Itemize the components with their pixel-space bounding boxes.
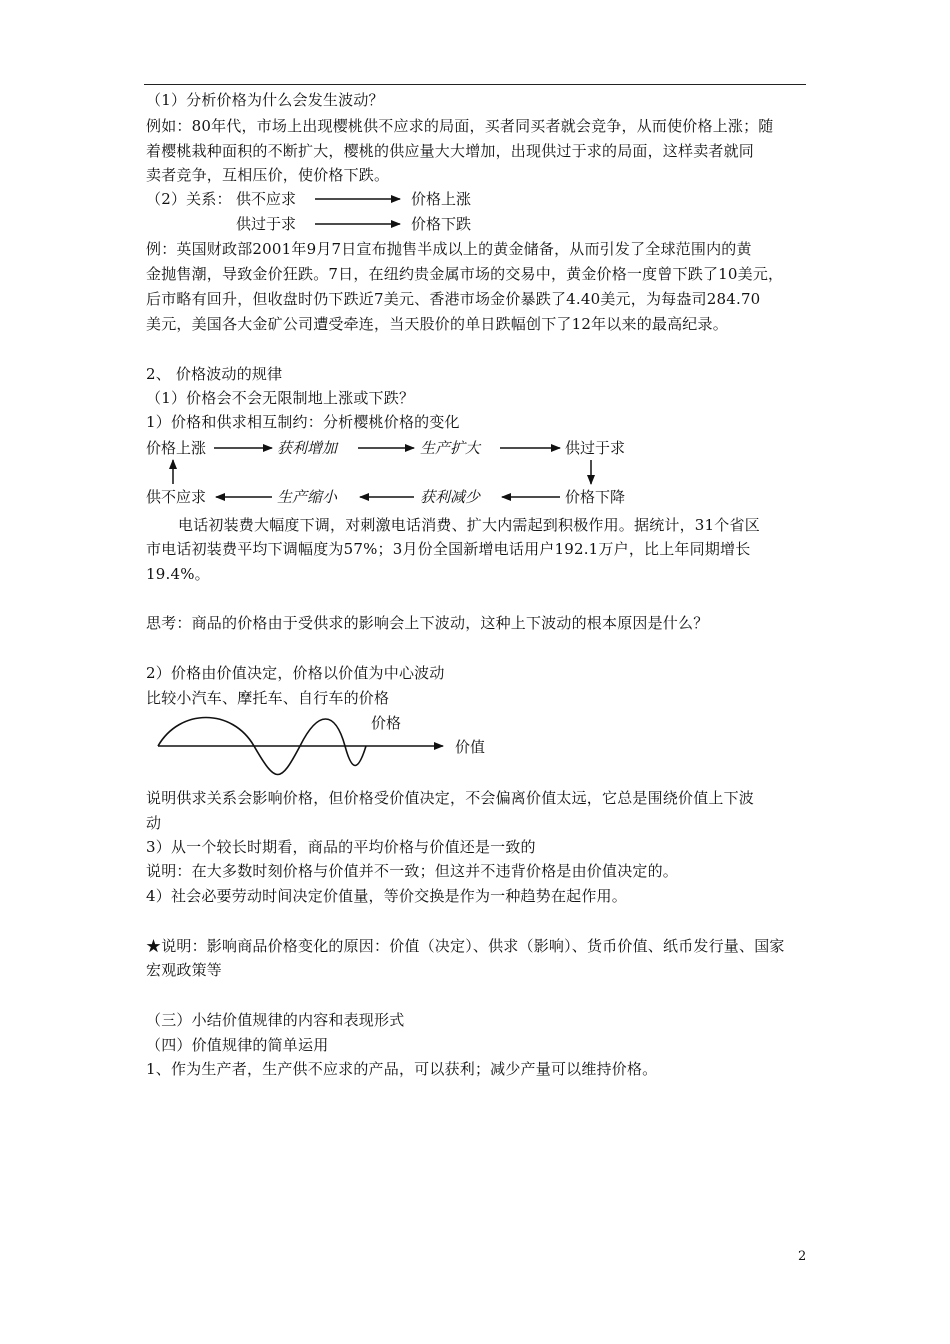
cycle-node: 供不应求 bbox=[146, 488, 207, 506]
paragraph-line: 后市略有回升，但收盘时仍下跌近7美元、香港市场金价暴跌了4.40美元，为每盎司284.70 bbox=[146, 290, 761, 308]
paragraph-line: 2）价格由价值决定，价格以价值为中心波动 bbox=[146, 664, 445, 682]
paragraph-line: 市电话初装费平均下调幅度为57%；3月份全国新增电话用户192.1万户，比上年同期增长 bbox=[146, 540, 751, 558]
paragraph-line: 19.4%。 bbox=[146, 565, 210, 583]
wave-value-label: 价值 bbox=[455, 738, 486, 756]
paragraph-line: （三）小结价值规律的内容和表现形式 bbox=[146, 1011, 405, 1029]
section-heading: 2、 价格波动的规律 bbox=[146, 365, 283, 383]
paragraph-line: 美元，美国各大金矿公司遭受牵连，当天股价的单日跌幅创下了12年以来的最高纪录。 bbox=[146, 315, 728, 333]
cycle-node: 获利减少 bbox=[420, 488, 481, 506]
think-line: 思考：商品的价格由于受供求的影响会上下波动，这种上下波动的根本原因是什么？ bbox=[146, 614, 709, 632]
page-number: 2 bbox=[798, 1249, 807, 1264]
relation-right-2: 价格下跌 bbox=[411, 215, 472, 233]
wave-price-label: 价格 bbox=[371, 714, 402, 732]
note-line: ★说明：影响商品价格变化的原因：价值（决定）、供求（影响）、货币价值、纸币发行量、国家 bbox=[146, 937, 785, 955]
paragraph-line: 动 bbox=[146, 814, 162, 832]
cycle-node: 供过于求 bbox=[565, 439, 626, 457]
paragraph-line: 说明供求关系会影响价格，但价格受价值决定，不会偏离价值太远，它总是围绕价值上下波 bbox=[146, 789, 755, 807]
paragraph-line: 比较小汽车、摩托车、自行车的价格 bbox=[146, 689, 390, 707]
paragraph-line: （四）价值规律的简单运用 bbox=[146, 1036, 329, 1054]
cycle-node: 生产缩小 bbox=[277, 488, 338, 506]
paragraph-line: 1）价格和供求相互制约：分析樱桃价格的变化 bbox=[146, 413, 460, 431]
paragraph-line: 说明：在大多数时刻价格与价值并不一致；但这并不违背价格是由价值决定的。 bbox=[146, 862, 679, 880]
cycle-node: 生产扩大 bbox=[420, 439, 481, 457]
relation-left-1: 供不应求 bbox=[236, 190, 297, 208]
question-line: （1）价格会不会无限制地上涨或下跌？ bbox=[146, 389, 415, 407]
note-line: 宏观政策等 bbox=[146, 961, 223, 979]
cycle-node: 获利增加 bbox=[277, 439, 338, 457]
paragraph-line: 例如：80年代，市场上出现樱桃供不应求的局面，买者同买者就会竞争，从而使价格上涨；随 bbox=[146, 117, 774, 135]
paragraph-line: 4）社会必要劳动时间决定价值量，等价交换是作为一种趋势在起作用。 bbox=[146, 887, 627, 905]
relation-label: （2）关系： bbox=[146, 190, 232, 208]
paragraph-line: 电话初装费大幅度下调，对刺激电话消费、扩大内需起到积极作用。据统计，31个省区 bbox=[178, 516, 760, 534]
relation-right-1: 价格上涨 bbox=[411, 190, 472, 208]
cycle-node: 价格上涨 bbox=[146, 439, 207, 457]
paragraph-line: 1、作为生产者，生产供不应求的产品，可以获利；减少产量可以维持价格。 bbox=[146, 1060, 658, 1078]
paragraph-line: 着樱桃栽种面积的不断扩大，樱桃的供应量大大增加，出现供过于求的局面，这样卖者就同 bbox=[146, 142, 755, 160]
paragraph-line: 例：英国财政部2001年9月7日宣布抛售半成以上的黄金储备，从而引发了全球范围内的黄 bbox=[146, 240, 752, 258]
paragraph-line: 卖者竞争，互相压价，使价格下跌。 bbox=[146, 166, 390, 184]
cycle-node: 价格下降 bbox=[565, 488, 626, 506]
paragraph-line: 3）从一个较长时期看，商品的平均价格与价值还是一致的 bbox=[146, 838, 536, 856]
question-line: （1）分析价格为什么会发生波动？ bbox=[146, 91, 384, 109]
paragraph-line: 金抛售潮，导致金价狂跌。7日，在纽约贵金属市场的交易中，黄金价格一度曾下跌了10美元， bbox=[146, 265, 784, 283]
relation-left-2: 供过于求 bbox=[236, 215, 297, 233]
